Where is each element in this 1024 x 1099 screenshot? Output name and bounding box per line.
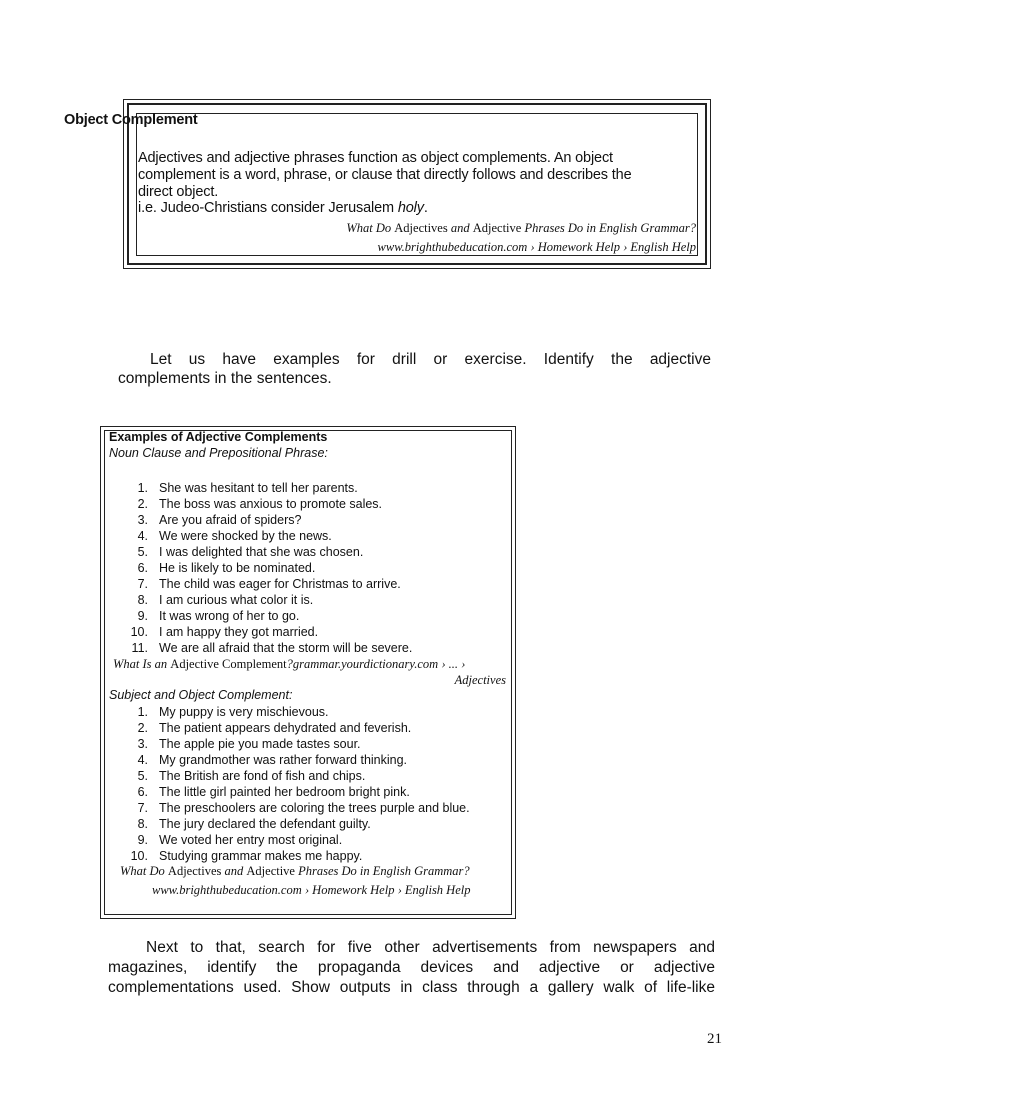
object-complement-definition bbox=[138, 150, 698, 217]
list-item: 7. The child was eager for Christmas to arrive. bbox=[137, 577, 401, 591]
list-item: 7. The preschoolers are coloring the trees purple and blue. bbox=[137, 801, 470, 815]
closing-line: complementations used. Show outputs in class through a gallery walk of life-like bbox=[108, 979, 715, 996]
object-complement-source-url: www.brighthubeducation.com › Homework Help › English Help bbox=[377, 240, 696, 254]
example-text: i.e. Judeo-Christians consider Jerusalem bbox=[138, 200, 398, 217]
definition-line: complement is a word, phrase, or clause that directly follows and describes the bbox=[138, 166, 632, 183]
object-complement-source-title: What Do Adjectives and Adjective Phrases Do in English Grammar? bbox=[346, 221, 696, 235]
list-item: 5. I was delighted that she was chosen. bbox=[137, 545, 364, 559]
examples-title: Examples of Adjective Complements bbox=[109, 430, 328, 444]
noun-clause-list bbox=[128, 480, 412, 656]
list-item: 4. We were shocked by the news. bbox=[137, 529, 332, 543]
example-period: . bbox=[423, 200, 428, 217]
list-item: 2. The patient appears dehydrated and feverish. bbox=[137, 721, 412, 735]
list-item: 8. I am curious what color it is. bbox=[137, 593, 314, 607]
list-item: 1. She was hesitant to tell her parents. bbox=[137, 481, 358, 495]
list-item: 2. The boss was anxious to promote sales. bbox=[137, 497, 383, 511]
list-item: 9. We voted her entry most original. bbox=[137, 833, 343, 847]
list-item: 5. The British are fond of fish and chips. bbox=[137, 769, 366, 783]
page-number: 21 bbox=[707, 1031, 722, 1047]
list-item: 4. My grandmother was rather forward thinking. bbox=[137, 753, 408, 767]
examples-source-title: What Do Adjectives and Adjective Phrases Do in English Grammar? bbox=[120, 864, 470, 878]
closing-line: Next to that, search for five other advertisements from newspapers and bbox=[146, 939, 715, 956]
intro-line: Let us have examples for drill or exercise. Identify the adjective bbox=[150, 351, 711, 368]
closing-line: magazines, identify the propaganda devices and adjective or adjective bbox=[108, 959, 715, 976]
list-item: 6. He is likely to be nominated. bbox=[137, 561, 316, 575]
closing-paragraph bbox=[108, 938, 715, 998]
list-item: 8. The jury declared the defendant guilty. bbox=[137, 817, 371, 831]
subject-object-heading: Subject and Object Complement: bbox=[109, 688, 293, 702]
definition-example bbox=[138, 200, 698, 217]
adjective-complement-citation: What Is an Adjective Complement?grammar.yourdictionary.com › ... › bbox=[113, 657, 466, 671]
object-complement-title: Object Complement bbox=[64, 112, 198, 128]
intro-line: complements in the sentences. bbox=[118, 370, 332, 387]
list-item: 6. The little girl painted her bedroom bright pink. bbox=[137, 785, 410, 799]
noun-clause-heading: Noun Clause and Prepositional Phrase: bbox=[109, 446, 328, 460]
definition-line: direct object. bbox=[138, 183, 219, 200]
list-item: 10. Studying grammar makes me happy. bbox=[130, 849, 363, 863]
intro-paragraph bbox=[118, 350, 711, 388]
examples-source-url: www.brighthubeducation.com › Homework Help › English Help bbox=[152, 883, 471, 897]
list-item: 11. We are all afraid that the storm will be severe. bbox=[131, 641, 413, 655]
list-item: 3. Are you afraid of spiders? bbox=[137, 513, 302, 527]
list-item: 10. I am happy they got married. bbox=[130, 625, 319, 639]
adjective-complement-citation-cont: Adjectives bbox=[454, 673, 506, 687]
list-item: 3. The apple pie you made tastes sour. bbox=[137, 737, 361, 751]
subject-object-list bbox=[128, 704, 470, 864]
list-item: 9. It was wrong of her to go. bbox=[137, 609, 300, 623]
list-item: 1. My puppy is very mischievous. bbox=[137, 705, 329, 719]
definition-line: Adjectives and adjective phrases function as object complements. An object bbox=[138, 150, 613, 166]
example-emphasis: holy bbox=[397, 200, 424, 217]
